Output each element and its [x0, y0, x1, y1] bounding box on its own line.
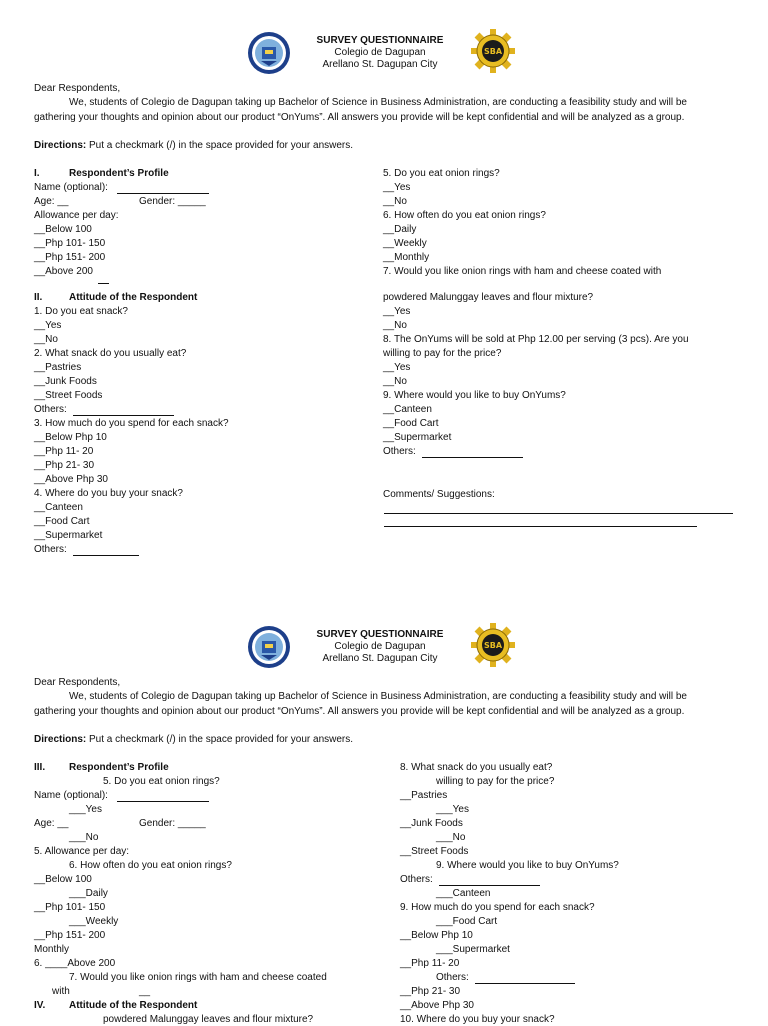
allowance-option[interactable]: __Php 101- 150 [34, 902, 106, 913]
gender-label: Gender: _____ [139, 818, 206, 829]
directions [34, 140, 353, 152]
question-6-option[interactable]: ___Weekly [69, 916, 119, 927]
colegio-de-dagupan-seal-logo [247, 31, 291, 75]
question-8-option[interactable]: __No [383, 376, 407, 387]
stray-underline [98, 283, 109, 284]
others-field[interactable] [475, 983, 575, 984]
question-2-others-label: Others: [34, 404, 67, 415]
question-9b-option[interactable]: __Php 21- 30 [400, 986, 461, 997]
allowance-label: Allowance per day: [34, 210, 119, 221]
question-6-option[interactable]: ___Daily [69, 888, 108, 899]
question-1-option[interactable]: __No [34, 334, 58, 345]
intro-line-1: We, students of Colegio de Dagupan taking up Bachelor of Science in Business Administration, are conducting a feasibility study and will be [69, 97, 687, 108]
section-3-title: Respondent’s Profile [69, 762, 169, 773]
question-3-option[interactable]: __Above Php 30 [34, 474, 108, 485]
question-9b: 9. How much do you spend for each snack? [400, 902, 595, 913]
comments-field-line-1[interactable] [384, 513, 733, 514]
comments-label: Comments/ Suggestions: [383, 489, 495, 500]
survey-title: SURVEY QUESTIONNAIRE [316, 35, 444, 46]
gender-label: Gender: _____ [139, 196, 206, 207]
question-4-others-field[interactable] [73, 555, 139, 556]
question-9-others-field[interactable] [422, 457, 523, 458]
section-4-number: IV. [34, 1000, 46, 1011]
question-8-option[interactable]: __Pastries [400, 790, 448, 801]
question-5-option-yes[interactable]: ___Yes [69, 804, 102, 815]
school-address: Arellano St. Dagupan City [322, 59, 438, 70]
question-9b-option[interactable]: __Php 11- 20 [400, 958, 460, 969]
others-label: Others: [400, 874, 433, 885]
name-label: Name (optional): [34, 790, 108, 801]
question-7-with: with [52, 986, 70, 997]
question-9-option[interactable]: __Canteen [383, 404, 432, 415]
allowance-option[interactable]: __Below 100 [34, 874, 92, 885]
age-label: Age: __ [34, 196, 69, 207]
question-2-option[interactable]: __Junk Foods [34, 376, 97, 387]
question-7-line-2: powdered Malunggay leaves and flour mixture? [383, 292, 594, 303]
age-label: Age: __ [34, 818, 69, 829]
question-9-option[interactable]: ___Supermarket [436, 944, 510, 955]
question-7-option[interactable]: __Yes [383, 306, 411, 317]
question-8: 8. What snack do you usually eat? [400, 762, 553, 773]
question-9-option[interactable]: ___Food Cart [436, 916, 498, 927]
allowance-option[interactable]: 6. ____Above 200 [34, 958, 116, 969]
question-8-line-1: 8. The OnYums will be sold at Php 12.00 per serving (3 pcs). Are you [383, 334, 689, 345]
question-4-option[interactable]: __Food Cart [34, 516, 90, 527]
question-8-option[interactable]: __Yes [383, 362, 411, 373]
question-8-option[interactable]: __Street Foods [400, 846, 469, 857]
question-5-option[interactable]: __Yes [383, 182, 411, 193]
question-9-option[interactable]: ___Canteen [436, 888, 491, 899]
question-10: 10. Where do you buy your snack? [400, 1014, 555, 1025]
survey-title: SURVEY QUESTIONNAIRE [316, 629, 444, 640]
svg-text:SBA: SBA [483, 47, 503, 56]
question-9-option[interactable]: __Supermarket [383, 432, 452, 443]
question-9: 9. Where would you like to buy OnYums? [383, 390, 566, 401]
question-6: 6. How often do you eat onion rings? [383, 210, 546, 221]
allowance-option[interactable]: __Php 101- 150 [34, 238, 106, 249]
question-7-line-1: 7. Would you like onion rings with ham and cheese coated with [383, 266, 662, 277]
question-3: 3. How much do you spend for each snack? [34, 418, 229, 429]
question-4-others-label: Others: [34, 544, 67, 555]
question-9: 9. Where would you like to buy OnYums? [436, 860, 619, 871]
section-2-number: II. [34, 292, 43, 303]
section-1-title: Respondent’s Profile [69, 168, 169, 179]
allowance-option[interactable]: __Php 151- 200 [34, 252, 106, 263]
question-7-line-2: powdered Malunggay leaves and flour mixture? [103, 1014, 314, 1025]
question-6-option[interactable]: __Daily [383, 224, 417, 235]
question-9-others-label: Others: [383, 446, 416, 457]
question-4-option[interactable]: __Supermarket [34, 530, 103, 541]
school-address: Arellano St. Dagupan City [322, 653, 438, 664]
question-6-option[interactable]: Monthly [34, 944, 70, 955]
question-8-option-yes[interactable]: ___Yes [436, 804, 469, 815]
greeting: Dear Respondents, [34, 83, 121, 94]
directions-label: Directions: [34, 140, 87, 151]
greeting: Dear Respondents, [34, 677, 121, 688]
question-5: 5. Do you eat onion rings? [383, 168, 500, 179]
section-2-title: Attitude of the Respondent [69, 292, 198, 303]
question-8-willing: willing to pay for the price? [436, 776, 555, 787]
allowance-label: 5. Allowance per day: [34, 846, 130, 857]
question-5: 5. Do you eat onion rings? [103, 776, 220, 787]
name-field[interactable] [117, 801, 209, 802]
question-2-option[interactable]: __Street Foods [34, 390, 103, 401]
directions-text: Put a checkmark (/) in the space provided for your answers. [86, 734, 354, 745]
section-3-number: III. [34, 762, 46, 773]
name-field[interactable] [117, 193, 209, 194]
intro-line-2: gathering your thoughts and opinion about our product “OnYums”. All answers you provide will be kept confidential and will be analyzed as a group. [34, 706, 685, 717]
question-7-option[interactable]: __No [383, 320, 407, 331]
question-8-option-no[interactable]: ___No [436, 832, 466, 843]
question-6-option[interactable]: __Monthly [383, 252, 430, 263]
allowance-option[interactable]: __Above 200 [34, 266, 93, 277]
question-5-option[interactable]: __No [383, 196, 407, 207]
sba-gear-logo [471, 623, 515, 667]
question-5-option-no[interactable]: ___No [69, 832, 99, 843]
question-6: 6. How often do you eat onion rings? [69, 860, 232, 871]
question-8-option[interactable]: __Junk Foods [400, 818, 463, 829]
question-2-option[interactable]: __Pastries [34, 362, 82, 373]
question-6-option[interactable]: __Weekly [383, 238, 427, 249]
others-field[interactable] [439, 885, 540, 886]
allowance-option[interactable]: __Below 100 [34, 224, 92, 235]
directions-text: Put a checkmark (/) in the space provided for your answers. [86, 140, 354, 151]
question-1-option[interactable]: __Yes [34, 320, 62, 331]
question-1: 1. Do you eat snack? [34, 306, 128, 317]
question-7-blank: __ [139, 986, 151, 997]
question-2-others-field[interactable] [73, 415, 174, 416]
question-2: 2. What snack do you usually eat? [34, 348, 187, 359]
question-9b-option[interactable]: __Above Php 30 [400, 1000, 474, 1011]
section-1-number: I. [34, 168, 40, 179]
others-label: Others: [436, 972, 469, 983]
directions-label: Directions: [34, 734, 87, 745]
intro-line-2: gathering your thoughts and opinion about our product “OnYums”. All answers you provide will be kept confidential and will be analyzed as a group. [34, 112, 685, 123]
question-7: 7. Would you like onion rings with ham and cheese coated [69, 972, 327, 983]
svg-text:SBA: SBA [483, 641, 503, 650]
question-4: 4. Where do you buy your snack? [34, 488, 183, 499]
name-label: Name (optional): [34, 182, 108, 193]
question-8-line-2: willing to pay for the price? [383, 348, 502, 359]
question-4-option[interactable]: __Canteen [34, 502, 83, 513]
school-name: Colegio de Dagupan [334, 641, 426, 652]
sba-gear-logo [471, 29, 515, 73]
question-9b-option[interactable]: __Below Php 10 [400, 930, 473, 941]
directions [34, 734, 353, 746]
question-3-option[interactable]: __Php 11- 20 [34, 446, 94, 457]
question-9-option[interactable]: __Food Cart [383, 418, 439, 429]
question-3-option[interactable]: __Php 21- 30 [34, 460, 95, 471]
comments-field-line-2[interactable] [384, 526, 697, 527]
allowance-option[interactable]: __Php 151- 200 [34, 930, 106, 941]
intro-line-1: We, students of Colegio de Dagupan taking up Bachelor of Science in Business Administration, are conducting a feasibility study and will be [69, 691, 687, 702]
colegio-de-dagupan-seal-logo [247, 625, 291, 669]
school-name: Colegio de Dagupan [334, 47, 426, 58]
question-3-option[interactable]: __Below Php 10 [34, 432, 107, 443]
section-4-title: Attitude of the Respondent [69, 1000, 198, 1011]
